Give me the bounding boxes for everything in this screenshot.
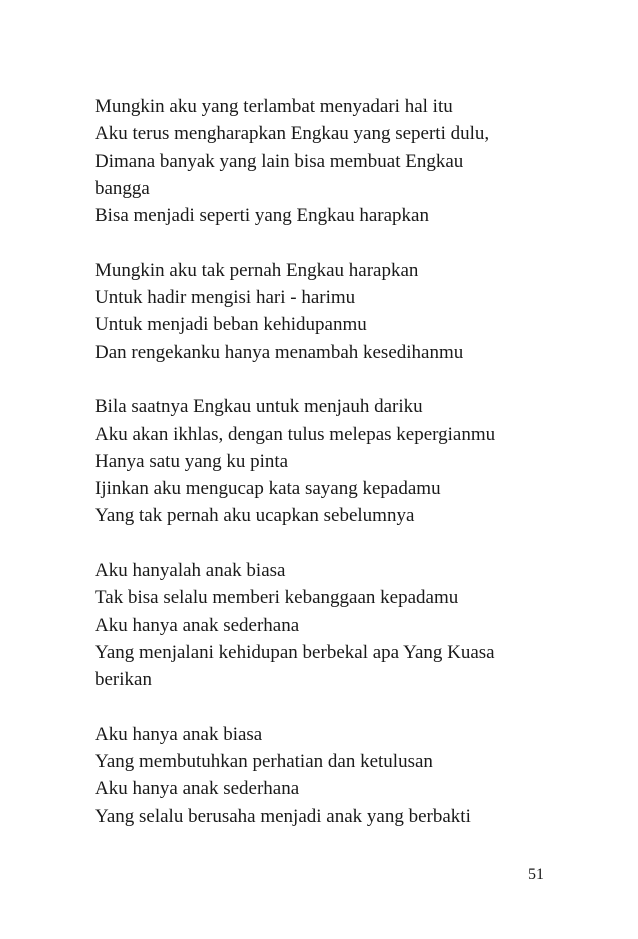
poem-line: Aku akan ikhlas, dengan tulus melepas kepergianmu [95,423,496,445]
stanza-1 [95,93,565,229]
poem-line: Aku terus mengharapkan Engkau yang seperti dulu, [95,123,490,145]
poem-line: Mungkin aku tak pernah Engkau harapkan [95,259,419,281]
poem-line: Untuk menjadi beban kehidupanmu [95,314,367,336]
page-number: 51 [528,866,544,883]
poem-line: Aku hanyalah anak biasa [95,560,286,582]
poem-body [95,93,565,830]
poem-line: Hanya satu yang ku pinta [95,450,289,472]
poem-line: Yang selalu berusaha menjadi anak yang berbakti [95,805,471,827]
poem-line: berikan [95,669,152,691]
stanza-2 [95,257,565,366]
poem-line: Dan rengekanku hanya menambah kesedihanmu [95,341,464,363]
poem-line: Dimana banyak yang lain bisa membuat Engkau [95,150,464,172]
poem-line: Aku hanya anak sederhana [95,778,300,800]
poem-line: Bisa menjadi seperti yang Engkau harapkan [95,205,429,227]
poem-line: Mungkin aku yang terlambat menyadari hal itu [95,96,453,117]
poem-line: Aku hanya anak biasa [95,723,263,745]
poem-line: Ijinkan aku mengucap kata sayang kepadamu [95,478,441,500]
stanza-3 [95,393,565,529]
poem-line: Yang tak pernah aku ucapkan sebelumnya [95,505,415,527]
poem-line: Aku hanya anak sederhana [95,614,300,636]
poem-line: Yang menjalani kehidupan berbekal apa Yang Kuasa [95,641,495,663]
poem-line: bangga [95,177,150,199]
stanza-4 [95,557,565,693]
poem-line: Untuk hadir mengisi hari - harimu [95,287,356,309]
stanza-5 [95,721,565,830]
poem-line: Yang membutuhkan perhatian dan ketulusan [95,751,433,773]
poem-line: Bila saatnya Engkau untuk menjauh dariku [95,396,423,418]
poem-line: Tak bisa selalu memberi kebanggaan kepadamu [95,587,459,609]
